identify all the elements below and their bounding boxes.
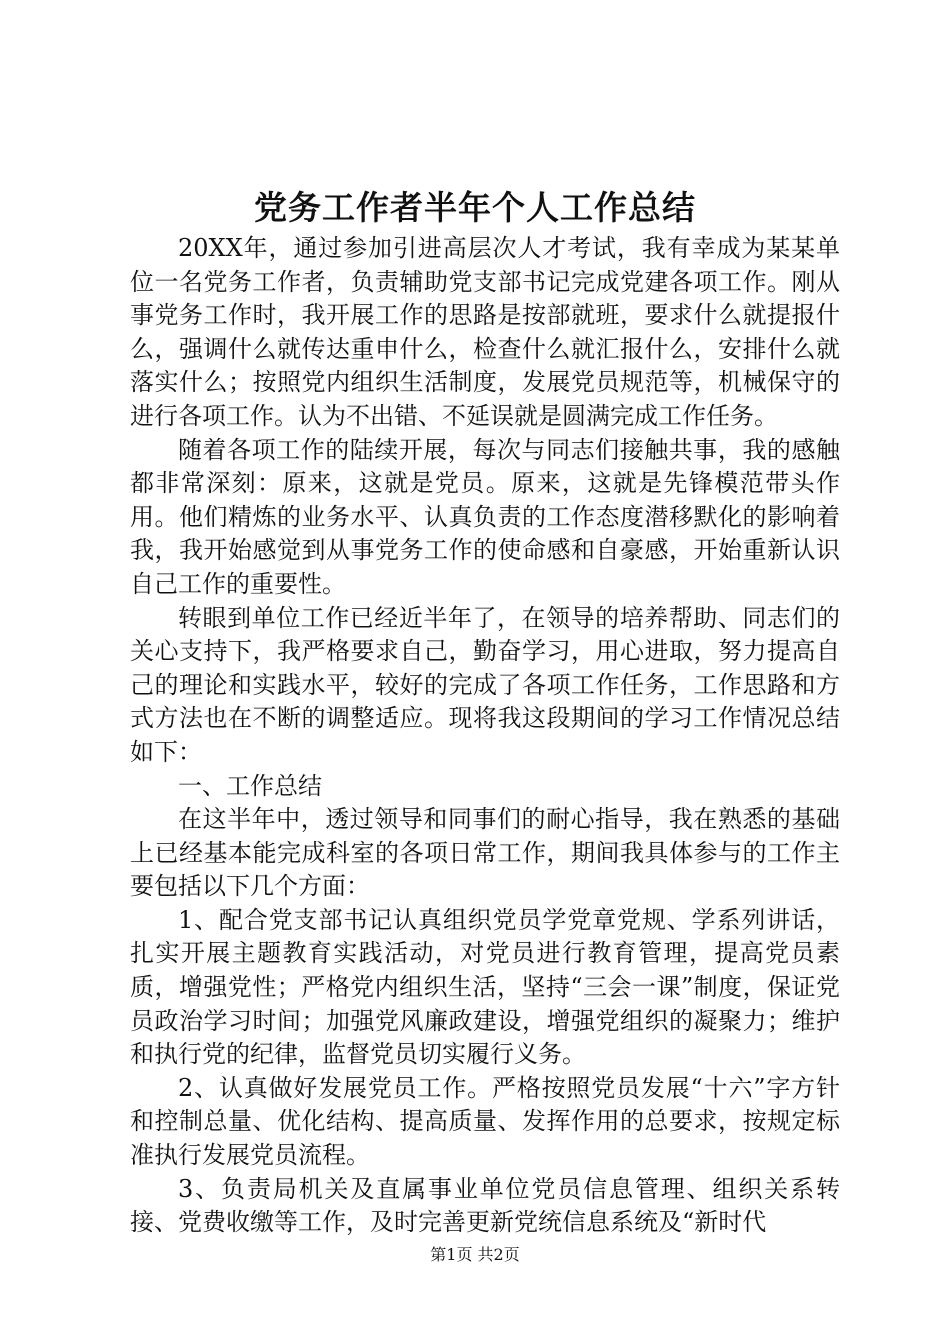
page-number-footer: 第1页 共2页	[430, 1245, 520, 1264]
paragraph-item-3: 3、负责局机关及直属事业单位党员信息管理、组织关系转接、党费收缴等工作，及时完善更新党统信息系统及“新时代	[130, 1174, 840, 1237]
paragraph-half-year: 转眼到单位工作已经近半年了，在领导的培养帮助、同志们的关心支持下，我严格要求自己，勤奋学习，用心进取，努力提高自己的理论和实践水平，较好的完成了各项工作任务，工作思路和方式方法也在不断的调整适应。现将我这段期间的学习工作情况总结如下：	[130, 603, 840, 766]
section-heading-work-summary: 一、工作总结	[178, 771, 322, 800]
paragraph-work-overview: 在这半年中，透过领导和同事们的耐心指导，我在熟悉的基础上已经基本能完成科室的各项日常工作，期间我具体参与的工作主要包括以下几个方面：	[130, 805, 840, 901]
paragraph-intro: 20XX年，通过参加引进高层次人才考试，我有幸成为某某单位一名党务工作者，负责辅助党支部书记完成党建各项工作。刚从事党务工作时，我开展工作的思路是按部就班，要求什么就提报什么，强调什么就传达重申什么，检查什么就汇报什么，安排什么就落实什么；按照党内组织生活制度，发展党员规范等，机械保守的进行各项工作。认为不出错、不延误就是圆满完成工作任务。	[130, 234, 840, 430]
document-title: 党务工作者半年个人工作总结	[254, 188, 696, 227]
paragraph-item-1: 1、配合党支部书记认真组织党员学党章党规、学系列讲话，扎实开展主题教育实践活动，对党员进行教育管理，提高党员素质，增强党性；严格党内组织生活，坚持“三会一课”制度，保证党员政治学习时间；加强党风廉政建设，增强党组织的凝聚力；维护和执行党的纪律，监督党员切实履行义务。	[130, 905, 840, 1069]
paragraph-item-2: 2、认真做好发展党员工作。严格按照党员发展“十六”字方针和控制总量、优化结构、提高质量、发挥作用的总要求，按规定标准执行发展党员流程。	[130, 1073, 840, 1170]
paragraph-feelings: 随着各项工作的陆续开展，每次与同志们接触共事，我的感触都非常深刻：原来，这就是党员。原来，这就是先锋模范带头作用。他们精炼的业务水平、认真负责的工作态度潜移默化的影响着我，我开始感觉到从事党务工作的使命感和自豪感，开始重新认识自己工作的重要性。	[130, 435, 840, 598]
document-body	[130, 232, 840, 1240]
